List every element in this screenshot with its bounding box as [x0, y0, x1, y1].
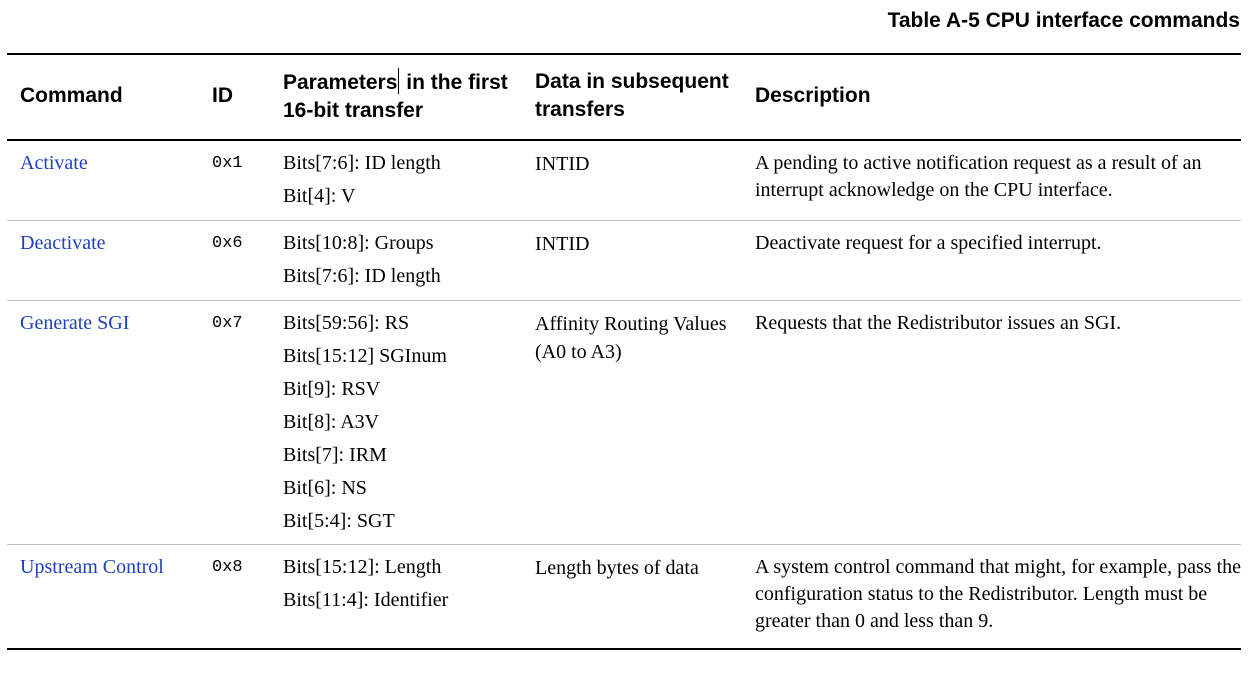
- header-data: Data in subsequent transfers: [522, 54, 742, 140]
- description-cell: A system control command that might, for example, pass the configuration status to the Redistributor. Length must be greater than 0 and less than 9.: [755, 555, 1242, 632]
- table-header-row: [7, 54, 1241, 140]
- parameter-line: Bit[6]: NS: [283, 476, 367, 499]
- parameter-line: Bit[8]: A3V: [283, 410, 380, 433]
- table-caption: Table A-5 CPU interface commands: [887, 9, 1240, 32]
- parameter-line: Bits[15:12] SGInum: [283, 344, 447, 367]
- command-link-deactivate[interactable]: Deactivate: [20, 231, 106, 254]
- parameter-line: Bits[7:6]: ID length: [283, 152, 441, 174]
- description-cell: Requests that the Redistributor issues an SGI.: [755, 311, 1122, 334]
- parameter-line: Bit[4]: V: [283, 185, 356, 207]
- parameters-cell: [270, 544, 522, 649]
- command-link-upstream-control[interactable]: Upstream Control: [20, 555, 164, 578]
- header-parameters: [270, 54, 522, 140]
- table-row: [7, 544, 1241, 649]
- header-parameters-b: in the first 16-bit transfer: [283, 70, 508, 122]
- data-cell: Length bytes of data: [535, 556, 699, 579]
- command-id: 0x8: [212, 557, 243, 577]
- data-cell: Affinity Routing Values (A0 to A3): [535, 312, 727, 363]
- parameters-cell: [270, 220, 522, 300]
- header-id: ID: [199, 54, 270, 140]
- parameters-cell: [270, 140, 522, 220]
- data-cell: INTID: [535, 232, 590, 255]
- data-cell: INTID: [535, 153, 590, 175]
- parameter-line: Bits[7:6]: ID length: [283, 264, 441, 287]
- command-id: 0x1: [212, 154, 243, 173]
- command-link-generate-sgi[interactable]: Generate SGI: [20, 311, 130, 334]
- header-parameters-a: Parameters: [283, 70, 398, 94]
- parameter-line: Bits[59:56]: RS: [283, 311, 410, 334]
- table-row: [7, 220, 1241, 300]
- table-row: [7, 140, 1241, 220]
- header-command: Command: [7, 54, 199, 140]
- parameter-line: Bit[5:4]: SGT: [283, 509, 395, 532]
- parameter-line: Bit[9]: RSV: [283, 377, 381, 400]
- table-row: [7, 300, 1241, 544]
- command-id: 0x6: [212, 233, 243, 253]
- header-description: Description: [742, 54, 1241, 140]
- description-cell: A pending to active notification request as a result of an interrupt acknowledge on the CPU interface.: [755, 152, 1202, 201]
- command-link-activate[interactable]: Activate: [20, 152, 88, 174]
- parameter-line: Bits[10:8]: Groups: [283, 231, 434, 254]
- command-id: 0x7: [212, 313, 243, 333]
- description-cell: Deactivate request for a specified interrupt.: [755, 231, 1102, 254]
- parameter-line: Bits[11:4]: Identifier: [283, 588, 449, 611]
- parameter-line: Bits[15:12]: Length: [283, 555, 442, 578]
- cpu-interface-commands-table: [7, 53, 1241, 650]
- parameter-line: Bits[7]: IRM: [283, 443, 387, 466]
- parameters-cell: [270, 300, 522, 544]
